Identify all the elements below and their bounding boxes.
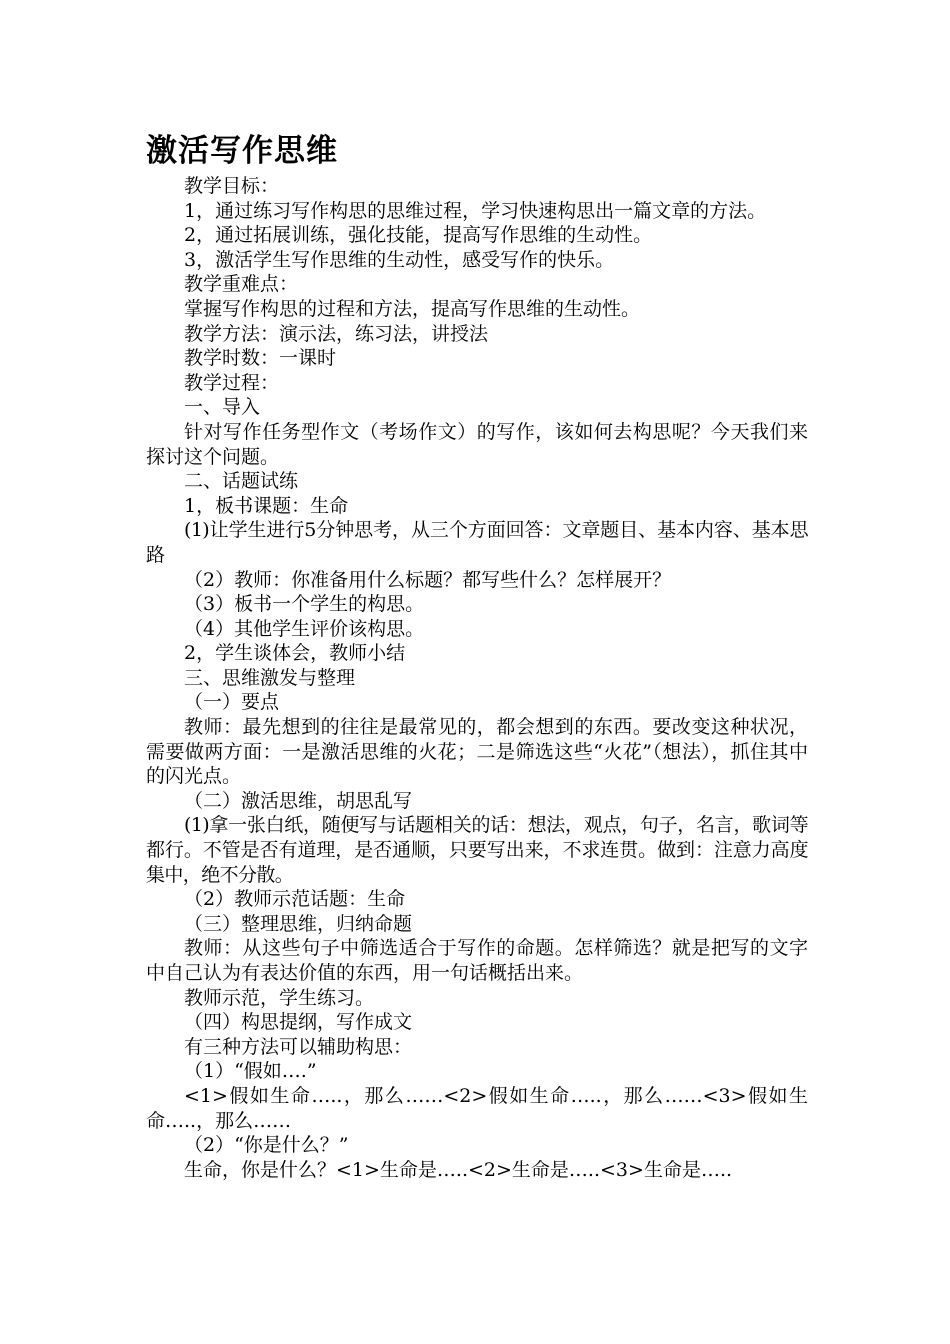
paragraph-method-1-heading: （1）“假如….” [184,1060,317,1083]
paragraph-step-2: （2）教师：你准备用什么标题？都写些什么？怎样展开？ [184,568,672,591]
paragraph-method-2-heading: （2）“你是什么？” [184,1134,349,1157]
paragraph-key-points-heading: 教学重难点： [184,273,299,296]
paragraph-teacher-key-points: 教师：最先想到的往往是最常见的，都会想到的东西。要改变这种状况，需要做两方面：一是激活思维的火花；二是筛选这些“火花”（想法），抓住其中的闪光点。 [146,716,808,788]
paragraph-method-1-example: <1>假如生命…..，那么……<2>假如生命…..，那么……<3>假如生命…..，那么…… [146,1084,808,1132]
paragraph-teaching-goals-heading: 教学目标： [184,175,280,197]
paragraph-subsection-2-heading: （二）激活思维，胡思乱写 [184,789,413,812]
paragraph-subsection-1-heading: （一）要点 [184,691,280,714]
paragraph-teacher-filtering: 教师：从这些句子中筛选适合于写作的命题。怎样筛选？就是把写的文字中自己认为有表达价值的东西，用一句话概括出来。 [146,937,808,984]
paragraph-section-1-heading: 一、导入 [184,396,261,419]
paragraph-teaching-methods: 教学方法：演示法，练习法，讲授法 [184,322,489,345]
paragraph-section-3-heading: 三、思维激发与整理 [184,666,356,689]
paragraph-board-title: 1，板书课题：生命 [184,494,349,517]
paragraph-goal-2: 2，通过拓展训练，强化技能，提高写作思维的生动性。 [184,224,653,247]
document-title: 激活写作思维 [146,133,338,169]
paragraph-teacher-demo-topic: （2）教师示范话题：生命 [184,888,406,911]
paragraph-key-points: 掌握写作构思的过程和方法，提高写作思维的生动性。 [184,297,641,320]
paragraph-step-1: (1)让学生进行5分钟思考，从三个方面回答：文章题目、基本内容、基本思路 [146,519,808,566]
document-page [146,128,808,1182]
paragraph-introduction: 针对写作任务型作文（考场作文）的写作，该如何去构思呢？今天我们来探讨这个问题。 [146,420,808,468]
paragraph-three-methods: 有三种方法可以辅助构思： [184,1035,413,1058]
paragraph-goal-1: 1，通过练习写作构思的思维过程，学习快速构思出一篇文章的方法。 [184,199,767,222]
paragraph-goal-3: 3，激活学生写作思维的生动性，感受写作的快乐。 [184,248,615,271]
paragraph-subsection-4-heading: （四）构思提纲，写作成文 [184,1011,413,1034]
paragraph-method-2-example: 生命，你是什么？<1>生命是…..<2>生命是…..<3>生命是….. [184,1158,733,1181]
paragraph-summary: 2，学生谈体会，教师小结 [184,642,406,665]
paragraph-teaching-process-heading: 教学过程： [184,371,280,394]
paragraph-teaching-hours: 教学时数：一课时 [184,347,337,370]
paragraph-step-3: （3）板书一个学生的构思。 [184,593,425,616]
paragraph-teacher-demo-practice: 教师示范，学生练习。 [184,986,375,1009]
paragraph-section-2-heading: 二、话题试练 [184,470,299,493]
paragraph-step-4: （4）其他学生评价该构思。 [184,617,425,640]
paragraph-subsection-3-heading: （三）整理思维，归纳命题 [184,912,413,935]
paragraph-free-writing: (1)拿一张白纸，随便写与话题相关的话：想法，观点，句子，名言，歌词等都行。不管是否有道理，是否通顺，只要写出来，不求连贯。做到：注意力高度集中，绝不分散。 [146,814,808,886]
document-body [146,174,808,1182]
